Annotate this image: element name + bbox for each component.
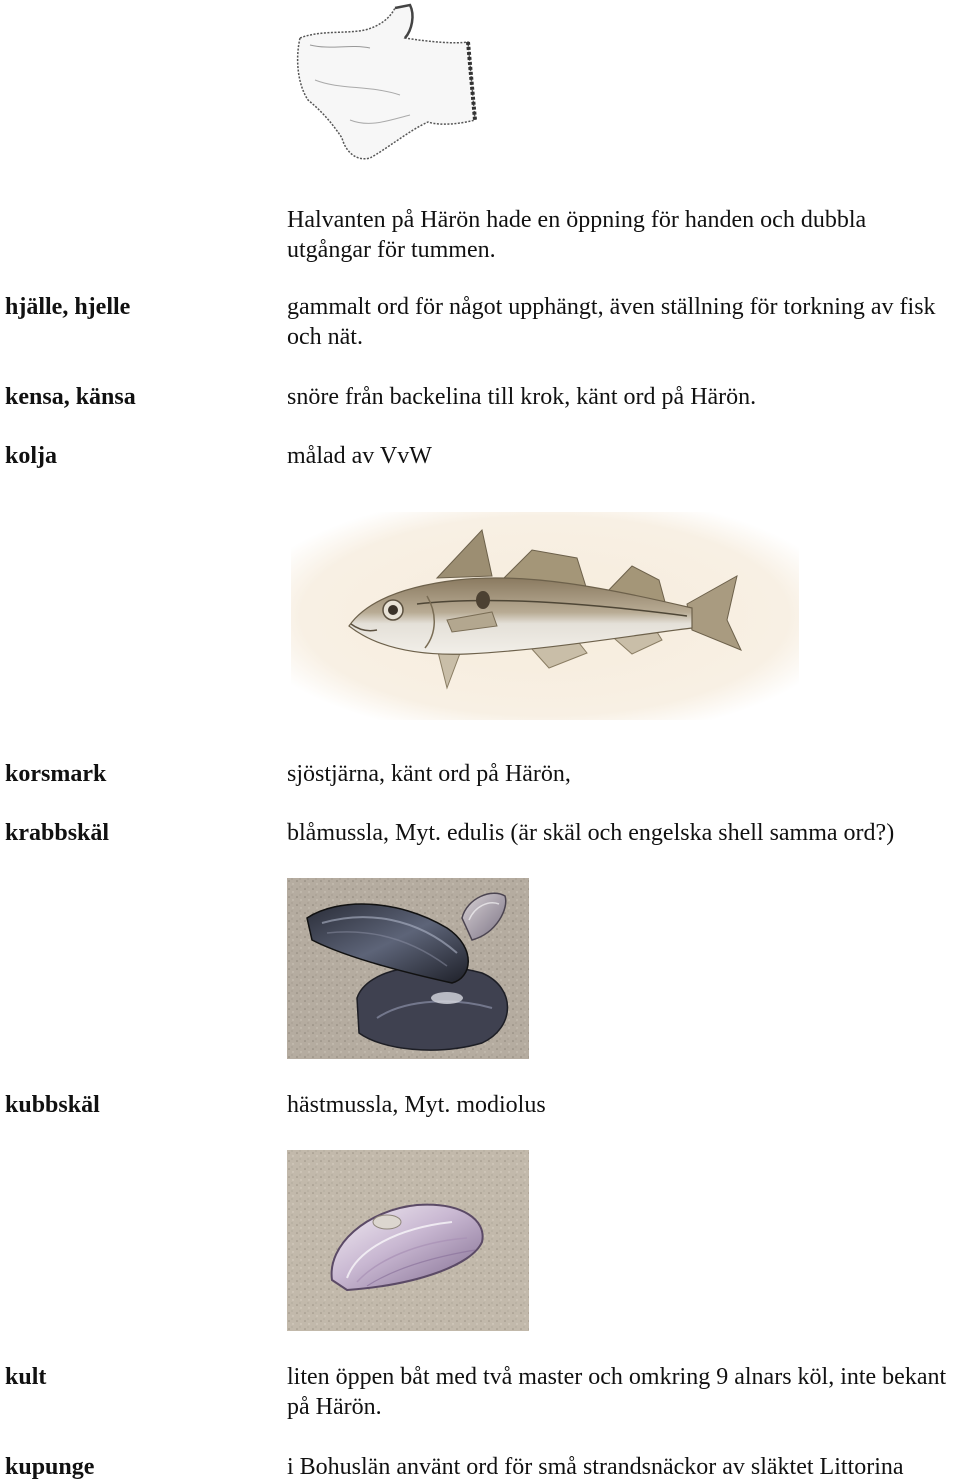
- term-krabbskal: krabbskäl: [5, 820, 110, 846]
- term-kult: kult: [5, 1364, 47, 1390]
- mitten-illustration: [290, 0, 480, 165]
- definition-kult: liten öppen båt med två master och omkring 9 alnars köl, inte bekant på Härön.: [287, 1364, 947, 1420]
- term-kolja: kolja: [5, 443, 58, 469]
- haddock-illustration: [287, 508, 803, 724]
- definition-krabbskal: blåmussla, Myt. edulis (är skäl och engelska shell samma ord?): [287, 820, 895, 846]
- term-korsmark: korsmark: [5, 761, 107, 787]
- blue-mussel-photo: [287, 878, 529, 1059]
- definition-kupunge: i Bohuslän använt ord för små strandsnäckor av släktet Littorina: [287, 1454, 904, 1480]
- definition-halvanten: Halvanten på Härön hade en öppning för handen och dubbla utgångar för tummen.: [287, 207, 867, 263]
- definition-kubbskal: hästmussla, Myt. modiolus: [287, 1092, 546, 1118]
- horse-mussel-photo: [287, 1150, 529, 1331]
- term-kensa: kensa, känsa: [5, 384, 136, 410]
- definition-kolja: målad av VvW: [287, 443, 432, 469]
- term-hjalle: hjälle, hjelle: [5, 294, 131, 320]
- term-kupunge: kupunge: [5, 1454, 95, 1480]
- definition-korsmark: sjöstjärna, känt ord på Härön,: [287, 761, 571, 787]
- term-kubbskal: kubbskäl: [5, 1092, 100, 1118]
- definition-hjalle: gammalt ord för något upphängt, även ställning för torkning av fisk och nät.: [287, 294, 936, 350]
- definition-kensa: snöre från backelina till krok, känt ord på Härön.: [287, 384, 757, 410]
